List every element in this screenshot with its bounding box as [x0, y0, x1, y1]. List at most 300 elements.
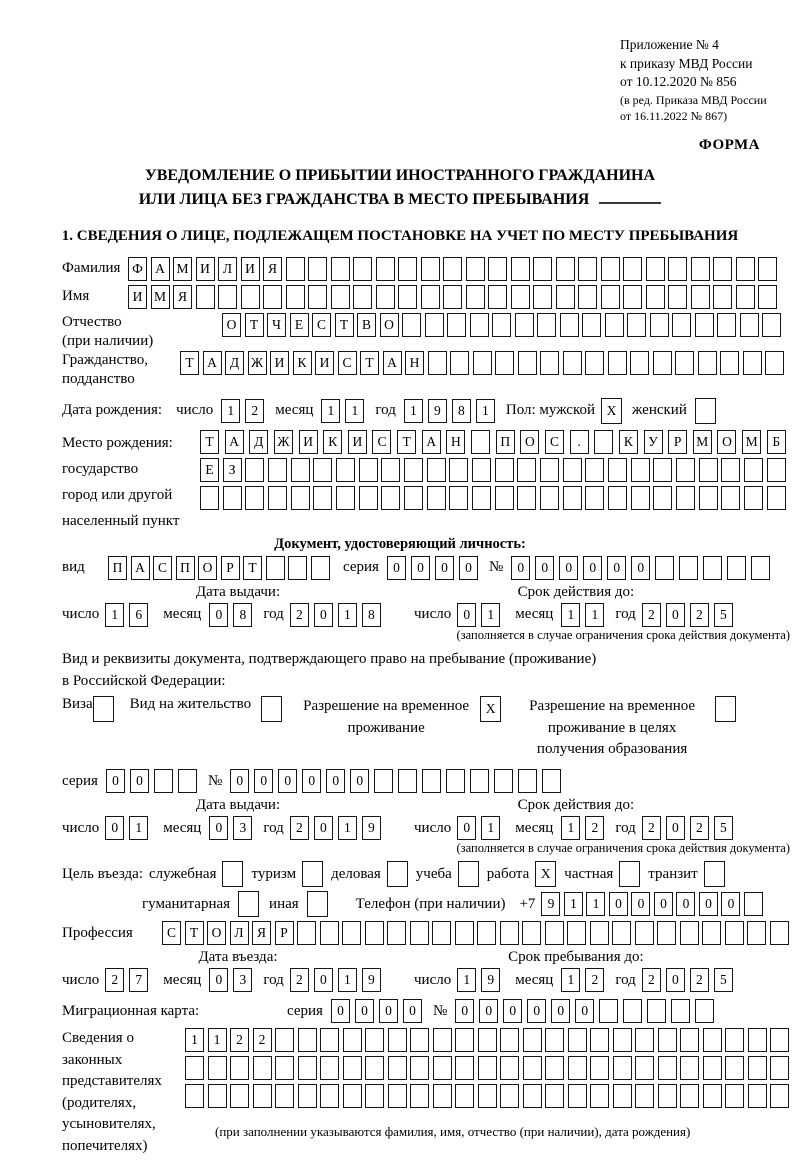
char-box[interactable]: 1: [345, 399, 364, 423]
char-box[interactable]: [601, 285, 620, 309]
char-box[interactable]: Т: [397, 430, 416, 454]
char-box[interactable]: [245, 458, 264, 482]
char-box[interactable]: 1: [481, 603, 500, 627]
char-box[interactable]: [398, 257, 417, 281]
char-box[interactable]: И: [241, 257, 260, 281]
char-box[interactable]: [605, 313, 624, 337]
char-box[interactable]: [676, 458, 695, 482]
char-box[interactable]: 0: [411, 556, 430, 580]
char-box[interactable]: 0: [676, 892, 695, 916]
char-box[interactable]: 0: [314, 816, 333, 840]
char-box[interactable]: [704, 861, 725, 887]
char-box[interactable]: [376, 285, 395, 309]
char-box[interactable]: [410, 1084, 429, 1108]
char-box[interactable]: 1: [561, 816, 580, 840]
char-box[interactable]: [743, 351, 762, 375]
temp-residence-checkbox[interactable]: [480, 696, 501, 722]
char-box[interactable]: [668, 257, 687, 281]
char-box[interactable]: [655, 556, 674, 580]
char-box[interactable]: Р: [275, 921, 294, 945]
char-box[interactable]: [767, 458, 786, 482]
char-box[interactable]: [675, 351, 694, 375]
char-box[interactable]: [388, 1028, 407, 1052]
char-box[interactable]: О: [520, 430, 539, 454]
char-box[interactable]: [613, 1028, 632, 1052]
char-box[interactable]: Я: [263, 257, 282, 281]
char-box[interactable]: И: [270, 351, 289, 375]
char-box[interactable]: [365, 921, 384, 945]
char-box[interactable]: [343, 1028, 362, 1052]
char-box[interactable]: [495, 486, 514, 510]
char-box[interactable]: [680, 1028, 699, 1052]
char-box[interactable]: Р: [668, 430, 687, 454]
official-checkbox[interactable]: [222, 861, 243, 887]
char-box[interactable]: [398, 285, 417, 309]
char-box[interactable]: [263, 285, 282, 309]
char-box[interactable]: [320, 921, 339, 945]
char-box[interactable]: 1: [481, 816, 500, 840]
char-box[interactable]: [695, 313, 714, 337]
char-box[interactable]: 8: [452, 399, 471, 423]
char-box[interactable]: 1: [105, 603, 124, 627]
char-box[interactable]: [336, 486, 355, 510]
char-box[interactable]: [567, 921, 586, 945]
char-box[interactable]: [650, 313, 669, 337]
char-box[interactable]: 1: [221, 399, 240, 423]
char-box[interactable]: 0: [314, 603, 333, 627]
char-box[interactable]: [699, 458, 718, 482]
char-box[interactable]: [478, 1028, 497, 1052]
humanitarian-checkbox[interactable]: [238, 891, 259, 917]
char-box[interactable]: [680, 1056, 699, 1080]
char-box[interactable]: 2: [105, 968, 124, 992]
char-box[interactable]: [500, 1084, 519, 1108]
char-box[interactable]: [765, 351, 784, 375]
char-box[interactable]: [563, 351, 582, 375]
char-box[interactable]: [568, 1056, 587, 1080]
char-box[interactable]: [388, 1084, 407, 1108]
char-box[interactable]: К: [619, 430, 638, 454]
char-box[interactable]: [449, 486, 468, 510]
char-box[interactable]: 0: [209, 816, 228, 840]
char-box[interactable]: [478, 1056, 497, 1080]
study-checkbox[interactable]: [458, 861, 479, 887]
char-box[interactable]: [222, 861, 243, 887]
char-box[interactable]: [268, 458, 287, 482]
char-box[interactable]: 1: [561, 603, 580, 627]
char-box[interactable]: А: [131, 556, 150, 580]
sex-female-checkbox[interactable]: [695, 398, 716, 424]
char-box[interactable]: С: [312, 313, 331, 337]
char-box[interactable]: Т: [185, 921, 204, 945]
char-box[interactable]: 9: [481, 968, 500, 992]
char-box[interactable]: Д: [225, 351, 244, 375]
char-box[interactable]: Н: [405, 351, 424, 375]
char-box[interactable]: [472, 486, 491, 510]
char-box[interactable]: [635, 1056, 654, 1080]
char-box[interactable]: [545, 1056, 564, 1080]
char-box[interactable]: [185, 1056, 204, 1080]
char-box[interactable]: [342, 921, 361, 945]
char-box[interactable]: [590, 1056, 609, 1080]
char-box[interactable]: [388, 1056, 407, 1080]
char-box[interactable]: [245, 486, 264, 510]
char-box[interactable]: 9: [541, 892, 560, 916]
char-box[interactable]: [623, 999, 642, 1023]
char-box[interactable]: 5: [714, 816, 733, 840]
char-box[interactable]: 0: [479, 999, 498, 1023]
char-box[interactable]: 0: [130, 769, 149, 793]
char-box[interactable]: [427, 486, 446, 510]
char-box[interactable]: М: [173, 257, 192, 281]
char-box[interactable]: [297, 921, 316, 945]
char-box[interactable]: [288, 556, 307, 580]
char-box[interactable]: В: [357, 313, 376, 337]
char-box[interactable]: [594, 430, 613, 454]
char-box[interactable]: [676, 486, 695, 510]
char-box[interactable]: [492, 313, 511, 337]
char-box[interactable]: [313, 486, 332, 510]
char-box[interactable]: [748, 1056, 767, 1080]
char-box[interactable]: М: [742, 430, 761, 454]
char-box[interactable]: [568, 1084, 587, 1108]
char-box[interactable]: [691, 257, 710, 281]
char-box[interactable]: С: [162, 921, 181, 945]
visa-checkbox[interactable]: [93, 696, 114, 722]
char-box[interactable]: [208, 1056, 227, 1080]
char-box[interactable]: О: [207, 921, 226, 945]
char-box[interactable]: [599, 999, 618, 1023]
char-box[interactable]: [560, 313, 579, 337]
char-box[interactable]: Ж: [274, 430, 293, 454]
char-box[interactable]: [680, 1084, 699, 1108]
char-box[interactable]: [518, 769, 537, 793]
char-box[interactable]: [646, 285, 665, 309]
char-box[interactable]: 0: [583, 556, 602, 580]
char-box[interactable]: И: [128, 285, 147, 309]
char-box[interactable]: [585, 351, 604, 375]
char-box[interactable]: [545, 1084, 564, 1108]
char-box[interactable]: [365, 1084, 384, 1108]
char-box[interactable]: [585, 486, 604, 510]
char-box[interactable]: [515, 313, 534, 337]
char-box[interactable]: [630, 351, 649, 375]
char-box[interactable]: [298, 1084, 317, 1108]
char-box[interactable]: 0: [631, 892, 650, 916]
char-box[interactable]: [433, 1028, 452, 1052]
char-box[interactable]: [568, 1028, 587, 1052]
char-box[interactable]: [657, 921, 676, 945]
char-box[interactable]: 6: [129, 603, 148, 627]
char-box[interactable]: [631, 486, 650, 510]
char-box[interactable]: [495, 351, 514, 375]
char-box[interactable]: [590, 1028, 609, 1052]
char-box[interactable]: [404, 486, 423, 510]
char-box[interactable]: 0: [105, 816, 124, 840]
char-box[interactable]: Т: [245, 313, 264, 337]
char-box[interactable]: 2: [690, 816, 709, 840]
char-box[interactable]: [477, 921, 496, 945]
work-checkbox[interactable]: [535, 861, 556, 887]
char-box[interactable]: А: [225, 430, 244, 454]
char-box[interactable]: 0: [535, 556, 554, 580]
char-box[interactable]: Л: [230, 921, 249, 945]
char-box[interactable]: [699, 486, 718, 510]
char-box[interactable]: [455, 1028, 474, 1052]
char-box[interactable]: [320, 1084, 339, 1108]
char-box[interactable]: [540, 486, 559, 510]
char-box[interactable]: [542, 769, 561, 793]
char-box[interactable]: 0: [314, 968, 333, 992]
char-box[interactable]: [608, 486, 627, 510]
char-box[interactable]: [511, 285, 530, 309]
char-box[interactable]: [703, 1084, 722, 1108]
char-box[interactable]: 0: [350, 769, 369, 793]
char-box[interactable]: 0: [379, 999, 398, 1023]
char-box[interactable]: [404, 458, 423, 482]
char-box[interactable]: [398, 769, 417, 793]
char-box[interactable]: Т: [335, 313, 354, 337]
char-box[interactable]: С: [545, 430, 564, 454]
char-box[interactable]: [422, 769, 441, 793]
char-box[interactable]: [470, 769, 489, 793]
char-box[interactable]: [455, 921, 474, 945]
char-box[interactable]: [185, 1084, 204, 1108]
char-box[interactable]: [702, 921, 721, 945]
char-box[interactable]: И: [348, 430, 367, 454]
char-box[interactable]: [387, 861, 408, 887]
char-box[interactable]: А: [151, 257, 170, 281]
char-box[interactable]: [736, 257, 755, 281]
char-box[interactable]: 0: [631, 556, 650, 580]
char-box[interactable]: [291, 458, 310, 482]
char-box[interactable]: [336, 458, 355, 482]
char-box[interactable]: Е: [290, 313, 309, 337]
char-box[interactable]: [446, 769, 465, 793]
char-box[interactable]: Д: [249, 430, 268, 454]
char-box[interactable]: 1: [564, 892, 583, 916]
char-box[interactable]: [613, 1056, 632, 1080]
char-box[interactable]: [747, 921, 766, 945]
char-box[interactable]: [703, 1056, 722, 1080]
char-box[interactable]: [353, 257, 372, 281]
char-box[interactable]: 2: [642, 816, 661, 840]
char-box[interactable]: [725, 1056, 744, 1080]
char-box[interactable]: [646, 257, 665, 281]
char-box[interactable]: .: [570, 430, 589, 454]
char-box[interactable]: Я: [173, 285, 192, 309]
char-box[interactable]: П: [496, 430, 515, 454]
char-box[interactable]: 2: [245, 399, 264, 423]
char-box[interactable]: 2: [585, 816, 604, 840]
char-box[interactable]: [767, 486, 786, 510]
char-box[interactable]: [770, 1056, 789, 1080]
char-box[interactable]: 1: [321, 399, 340, 423]
char-box[interactable]: [556, 257, 575, 281]
char-box[interactable]: А: [422, 430, 441, 454]
char-box[interactable]: [744, 486, 763, 510]
char-box[interactable]: 0: [230, 769, 249, 793]
char-box[interactable]: 0: [559, 556, 578, 580]
char-box[interactable]: [447, 313, 466, 337]
char-box[interactable]: 2: [253, 1028, 272, 1052]
char-box[interactable]: [427, 458, 446, 482]
char-box[interactable]: 2: [290, 816, 309, 840]
char-box[interactable]: 1: [476, 399, 495, 423]
char-box[interactable]: [635, 1084, 654, 1108]
char-box[interactable]: [563, 486, 582, 510]
char-box[interactable]: 0: [106, 769, 125, 793]
char-box[interactable]: [313, 458, 332, 482]
char-box[interactable]: [470, 313, 489, 337]
char-box[interactable]: 3: [233, 968, 252, 992]
char-box[interactable]: [425, 313, 444, 337]
char-box[interactable]: [578, 285, 597, 309]
char-box[interactable]: 0: [511, 556, 530, 580]
char-box[interactable]: [619, 861, 640, 887]
char-box[interactable]: [381, 486, 400, 510]
char-box[interactable]: 0: [654, 892, 673, 916]
char-box[interactable]: [291, 486, 310, 510]
char-box[interactable]: [658, 1056, 677, 1080]
char-box[interactable]: [717, 313, 736, 337]
char-box[interactable]: 0: [326, 769, 345, 793]
char-box[interactable]: Т: [360, 351, 379, 375]
char-box[interactable]: [208, 1084, 227, 1108]
char-box[interactable]: [713, 285, 732, 309]
char-box[interactable]: [466, 257, 485, 281]
char-box[interactable]: [556, 285, 575, 309]
char-box[interactable]: [261, 696, 282, 722]
char-box[interactable]: [433, 1084, 452, 1108]
char-box[interactable]: [381, 458, 400, 482]
char-box[interactable]: [635, 1028, 654, 1052]
char-box[interactable]: [762, 313, 781, 337]
char-box[interactable]: [374, 769, 393, 793]
char-box[interactable]: [433, 1056, 452, 1080]
char-box[interactable]: К: [293, 351, 312, 375]
char-box[interactable]: Б: [767, 430, 786, 454]
char-box[interactable]: 0: [455, 999, 474, 1023]
char-box[interactable]: [449, 458, 468, 482]
char-box[interactable]: 0: [403, 999, 422, 1023]
char-box[interactable]: [178, 769, 197, 793]
char-box[interactable]: [500, 1056, 519, 1080]
char-box[interactable]: А: [383, 351, 402, 375]
char-box[interactable]: 2: [690, 603, 709, 627]
char-box[interactable]: [727, 556, 746, 580]
char-box[interactable]: [631, 458, 650, 482]
char-box[interactable]: [331, 257, 350, 281]
char-box[interactable]: [533, 257, 552, 281]
char-box[interactable]: Н: [446, 430, 465, 454]
char-box[interactable]: 7: [129, 968, 148, 992]
other-purpose-checkbox[interactable]: [307, 891, 328, 917]
char-box[interactable]: [679, 556, 698, 580]
char-box[interactable]: 0: [331, 999, 350, 1023]
char-box[interactable]: [736, 285, 755, 309]
char-box[interactable]: [365, 1028, 384, 1052]
char-box[interactable]: [238, 891, 259, 917]
char-box[interactable]: [230, 1056, 249, 1080]
char-box[interactable]: А: [203, 351, 222, 375]
char-box[interactable]: [455, 1056, 474, 1080]
char-box[interactable]: 1: [129, 816, 148, 840]
char-box[interactable]: 2: [642, 968, 661, 992]
char-box[interactable]: [590, 921, 609, 945]
tourism-checkbox[interactable]: [302, 861, 323, 887]
char-box[interactable]: [298, 1056, 317, 1080]
temp-residence-education-checkbox[interactable]: [715, 696, 736, 722]
char-box[interactable]: О: [198, 556, 217, 580]
char-box[interactable]: 9: [428, 399, 447, 423]
char-box[interactable]: 8: [362, 603, 381, 627]
char-box[interactable]: [545, 921, 564, 945]
char-box[interactable]: 0: [666, 603, 685, 627]
char-box[interactable]: 3: [233, 816, 252, 840]
char-box[interactable]: Е: [200, 458, 219, 482]
char-box[interactable]: [421, 257, 440, 281]
char-box[interactable]: 0: [254, 769, 273, 793]
char-box[interactable]: 0: [209, 968, 228, 992]
char-box[interactable]: [698, 351, 717, 375]
char-box[interactable]: 2: [230, 1028, 249, 1052]
char-box[interactable]: 1: [338, 968, 357, 992]
char-box[interactable]: [748, 1028, 767, 1052]
char-box[interactable]: Т: [180, 351, 199, 375]
char-box[interactable]: 0: [551, 999, 570, 1023]
char-box[interactable]: 1: [208, 1028, 227, 1052]
char-box[interactable]: [331, 285, 350, 309]
char-box[interactable]: X: [480, 696, 501, 722]
char-box[interactable]: [533, 285, 552, 309]
char-box[interactable]: 2: [290, 968, 309, 992]
residence-permit-checkbox[interactable]: [261, 696, 282, 722]
char-box[interactable]: О: [380, 313, 399, 337]
char-box[interactable]: [268, 486, 287, 510]
char-box[interactable]: 0: [609, 892, 628, 916]
char-box[interactable]: [511, 257, 530, 281]
char-box[interactable]: 1: [404, 399, 423, 423]
char-box[interactable]: [695, 999, 714, 1023]
char-box[interactable]: [458, 861, 479, 887]
char-box[interactable]: [608, 351, 627, 375]
char-box[interactable]: [376, 257, 395, 281]
char-box[interactable]: 1: [586, 892, 605, 916]
char-box[interactable]: [450, 351, 469, 375]
char-box[interactable]: У: [644, 430, 663, 454]
char-box[interactable]: [241, 285, 260, 309]
char-box[interactable]: [266, 556, 285, 580]
char-box[interactable]: [275, 1056, 294, 1080]
char-box[interactable]: 0: [575, 999, 594, 1023]
char-box[interactable]: [578, 257, 597, 281]
char-box[interactable]: 0: [278, 769, 297, 793]
char-box[interactable]: [695, 398, 716, 424]
char-box[interactable]: [307, 891, 328, 917]
char-box[interactable]: 0: [387, 556, 406, 580]
char-box[interactable]: 0: [666, 816, 685, 840]
char-box[interactable]: [703, 1028, 722, 1052]
char-box[interactable]: [623, 285, 642, 309]
char-box[interactable]: 0: [209, 603, 228, 627]
char-box[interactable]: 2: [690, 968, 709, 992]
char-box[interactable]: [582, 313, 601, 337]
char-box[interactable]: [770, 1028, 789, 1052]
char-box[interactable]: [443, 257, 462, 281]
char-box[interactable]: [517, 458, 536, 482]
char-box[interactable]: [540, 351, 559, 375]
